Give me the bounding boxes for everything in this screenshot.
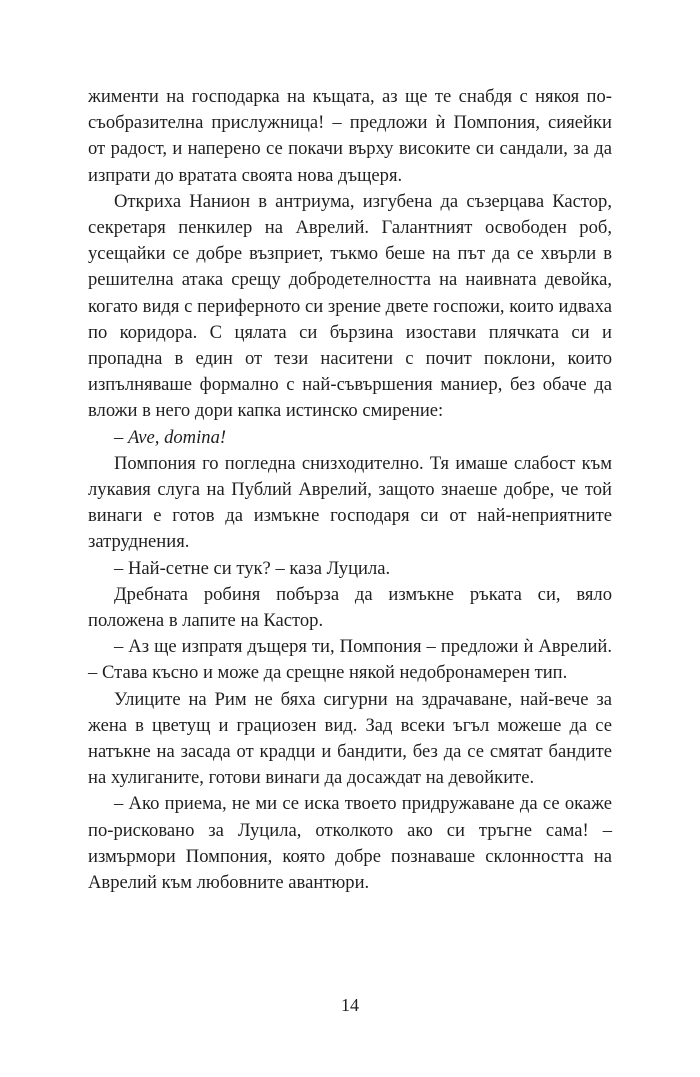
paragraph-3-latin-greeting: – Ave, domina!: [114, 426, 227, 448]
paragraph-7: – Аз ще изпратя дъщеря ти, Помпония – предложи ѝ Аврелий. – Става късно и може да срещне някой недобронамерен тип.: [88, 636, 612, 684]
paragraph-8: Улиците на Рим не бяха сигурни на здрачаване, най-вече за жена в цветущ и грациозен вид. Зад всеки ъгъл можеше да се натъкне на засада от крадци и бандити, без да се смятат бандите на хулиганите, готови винаги да досаждат на девойките.: [88, 688, 612, 789]
page-number: 14: [341, 995, 359, 1015]
paragraph-9: – Ако приема, не ми се иска твоето придружаване да се окаже по-рисковано за Луцила, отколкото ако си тръгне сама! – измърмори Помпония, която добре познаваше склонността на Аврелий към любовните авантюри.: [88, 793, 612, 894]
paragraph-1: жименти на господарка на къщата, аз ще те снабдя с някоя по-съобразителна прислужница! – предложи ѝ Помпония, сияейки от радост, и наперено се покачи върху високите си сандали, за да изпрати до вратата своята нова дъщеря.: [88, 86, 612, 186]
paragraph-6: Дребната робиня побърза да измъкне ръката си, вяло положена в лапите на Кастор.: [88, 583, 612, 632]
body-text: [88, 84, 612, 896]
paragraph-2: Откриха Нанион в антриума, изгубена да съзерцава Кастор, секретаря пенкилер на Аврелий. Галантният освободен роб, усещайки се добре възприет, тъкмо беше на път да се хвърли в решителна атака срещу добродетелността на наивната девойка, когато видя с периферното си зрение двете госпожи, които идваха по коридора. С цялата си бързина изостави плячката си и пропадна в един от тези наситени с почит поклони, които изпълняваше формално с най-съвършения маниер, без обаче да вложи в него дори капка истинско смирение:: [88, 190, 612, 422]
paragraph-5: – Най-сетне си тук? – каза Луцила.: [114, 557, 391, 579]
paragraph-4: Помпония го погледна снизходително. Тя имаше слабост към лукавия слуга на Публий Аврелий, защото знаеше добре, че той винаги е готов да измъкне господаря си от най-неприятните затруднения.: [88, 452, 612, 553]
